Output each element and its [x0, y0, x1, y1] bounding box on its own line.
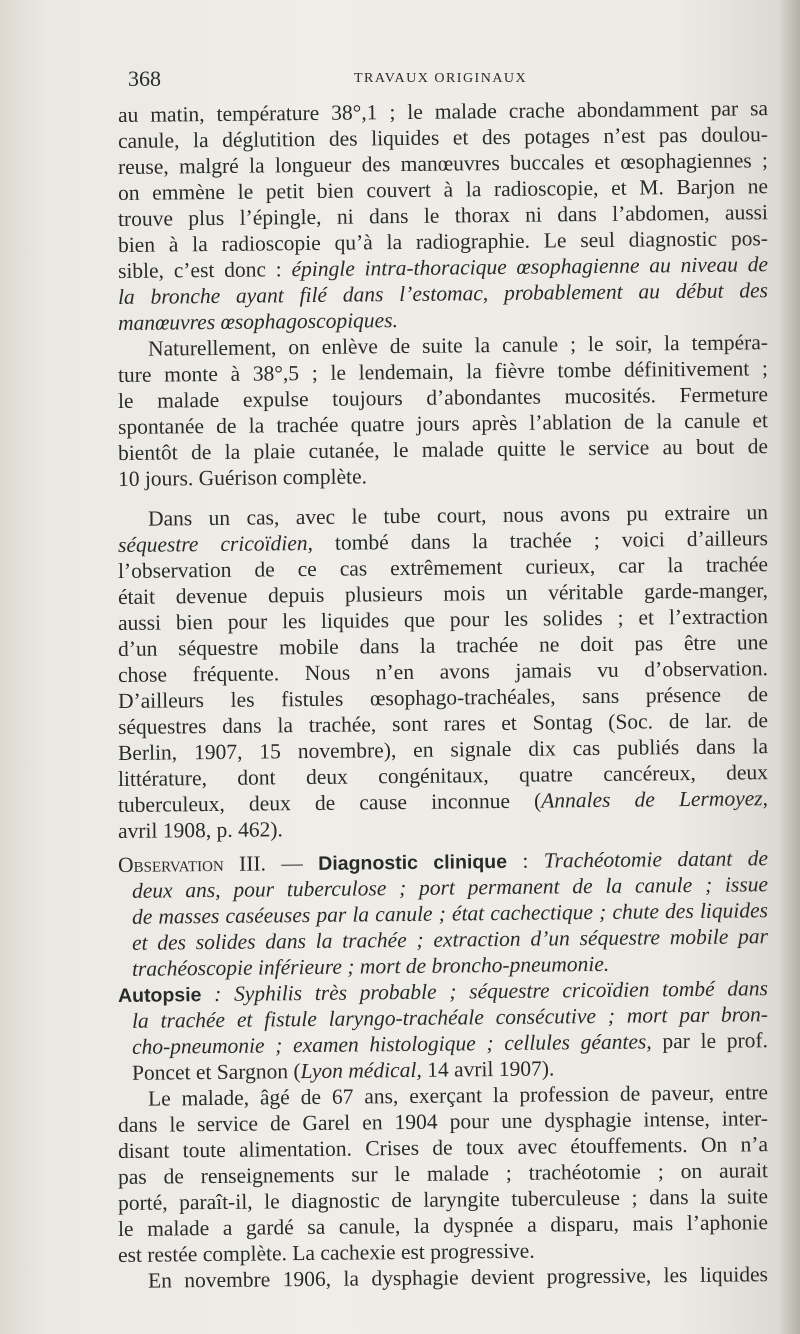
text-run: 14 avril 1907).	[426, 1056, 555, 1082]
text-run: Poncet et Sargnon (	[131, 1059, 301, 1085]
text-line: Dans un cas, avec le tube court, nous avons pu extraire un	[147, 500, 769, 531]
italic-line: trachéoscopie inférieure ; mort de broncho-pneumonie.	[131, 951, 610, 981]
text-line: ture monte à 38°,5 ; le lendemain, la fièvre tombe définitivement ;	[117, 356, 769, 387]
body-text	[117, 96, 769, 1294]
italic-run: Trachéotomie datant de	[543, 846, 769, 873]
text-line: séquestres dans la trachée, sont rares et Sontag (Soc. de lar. de	[117, 708, 769, 739]
text-line: 10 jours. Guérison complète.	[117, 464, 368, 491]
text-line: trouve plus l’épingle, ni dans le thorax ni dans l’abdomen, aussi	[117, 200, 769, 231]
page-number: 368	[128, 66, 161, 91]
text-line: le malade expulse toujours d’abondantes mucosités. Fermeture	[117, 382, 769, 413]
text-line: canule, la déglutition des liquides et des potages n’est pas doulou-	[117, 122, 769, 153]
text-line: d’un séquestre mobile dans la trachée ne doit pas être une	[117, 630, 769, 661]
text-line: aussi bien pour les liquides que pour les solides ; et l’extraction	[117, 604, 769, 635]
text-run: par le prof.	[662, 1028, 769, 1054]
text-line: avril 1908, p. 462).	[117, 817, 283, 843]
text-run: tuberculeux, deux de cause inconnue (	[117, 788, 542, 817]
italic-line: la bronche ayant filé dans l’estomac, probablement au début des	[117, 278, 769, 309]
italic-line: deux ans, pour tuberculose ; port permanent de la canule ; issue	[131, 872, 769, 903]
page-header	[128, 66, 768, 96]
bold-run: Diagnostic clinique	[318, 850, 508, 875]
text-line: reuse, malgré la longueur des manœuvres buccales et œsophagiennes ;	[117, 148, 769, 179]
text-line: était devenue depuis plusieurs mois un véritable garde-manger,	[117, 578, 769, 609]
text-line: pas de renseignements sur le malade ; trachéotomie ; on aurait	[117, 1158, 769, 1189]
italic-line: et des solides dans la trachée ; extraction d’un séquestre mobile par	[131, 924, 769, 955]
italic-run: séquestre cricoïdien,	[117, 530, 314, 557]
text-line: le malade a gardé sa canule, la dyspnée a disparu, mais l’aphonie	[117, 1210, 769, 1241]
text-line: spontanée de la trachée quatre jours après l’ablation de la canule et	[117, 408, 769, 439]
text-line: bientôt de la plaie cutanée, le malade quitte le service au bout de	[117, 434, 769, 465]
text-line: dans le service de Garel en 1904 pour une dysphagie intense, inter-	[117, 1106, 769, 1137]
text-run: :	[522, 848, 529, 873]
text-line: Naturellement, on enlève de suite la canule ; le soir, la tempéra-	[147, 330, 769, 361]
text-run: tombé dans la trachée ; voici d’ailleurs	[334, 526, 769, 555]
bold-run: Autopsie	[117, 984, 202, 1007]
italic-run: Lyon médical,	[300, 1057, 422, 1084]
text-line: littérature, dont deux congénitaux, quatre cancéreux, deux	[117, 760, 769, 791]
observation-label: Observation III. —	[117, 851, 303, 877]
italic-line: manœuvres œsophagoscopiques.	[117, 308, 399, 335]
text-line: En novembre 1906, la dysphagie devient progressive, les liquides	[147, 1262, 769, 1293]
italic-run: Annales de Lermoyez,	[541, 786, 769, 813]
text-line: est restée complète. La cachexie est progressive.	[117, 1238, 535, 1267]
text-line: au matin, température 38°,1 ; le malade crache abondamment par sa	[117, 96, 769, 127]
text-line: D’ailleurs les fistules œsophago-trachéales, sans présence de	[117, 682, 769, 713]
text-line: chose fréquente. Nous n’en avons jamais vu d’observation.	[117, 656, 769, 687]
text-line: porté, paraît-il, le diagnostic de laryngite tuberculeuse ; dans la suite	[117, 1184, 769, 1215]
text-line: l’observation de ce cas extrêmement curieux, car la trachée	[117, 552, 769, 583]
italic-run: cho-pneumonie ; examen histologique ; cellules géantes,	[131, 1029, 652, 1059]
text-run: sible, c’est donc :	[117, 257, 282, 283]
italic-run: : Syphilis très probable ; séquestre cricoïdien tombé dans	[214, 976, 769, 1006]
text-line: Berlin, 1907, 15 novembre), en signale dix cas publiés dans la	[117, 734, 769, 765]
running-head: TRAVAUX ORIGINAUX	[354, 71, 528, 86]
text-line: bien à la radioscopie qu’à la radiographie. Le seul diagnostic pos-	[117, 226, 769, 257]
italic-line: de masses caséeuses par la canule ; état cachectique ; chute des liquides	[131, 898, 769, 929]
text-line: disant toute alimentation. Crises de toux avec étouffements. On n’a	[117, 1132, 769, 1163]
text-line: Le malade, âgé de 67 ans, exerçant la profession de paveur, entre	[147, 1080, 769, 1111]
italic-line: la trachée et fistule laryngo-trachéale consécutive ; mort par bron-	[131, 1002, 769, 1033]
italic-run: épingle intra-thoracique œsophagienne au niveau de	[291, 252, 769, 282]
page-gutter-shadow	[778, 0, 800, 1334]
text-line: on emmène le petit bien couvert à la radioscopie, et M. Barjon ne	[117, 174, 769, 205]
